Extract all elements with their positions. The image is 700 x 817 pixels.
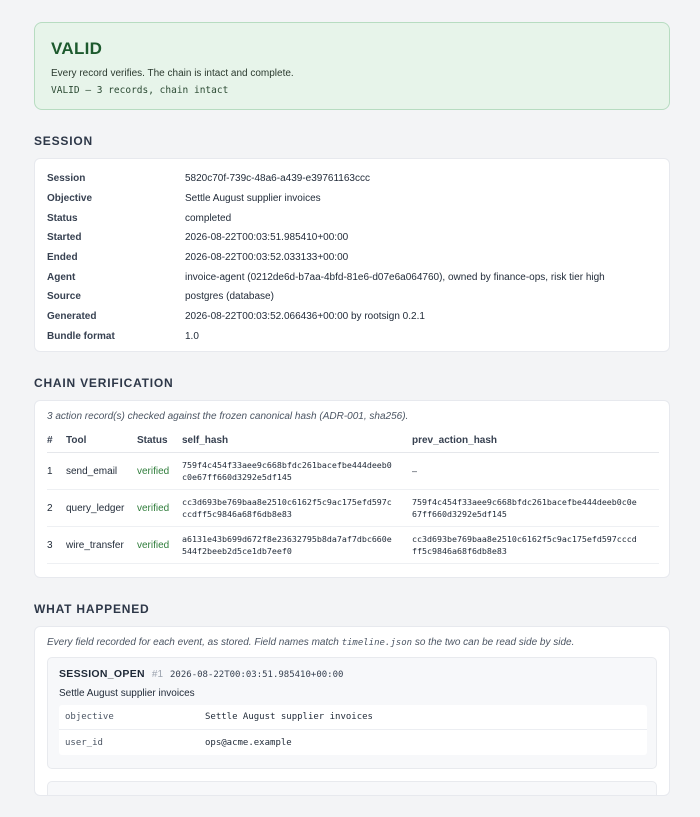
row-tool: query_ledger [66,490,137,527]
event-number: #1 [151,669,164,680]
what-heading: WHAT HAPPENED [34,602,150,616]
session-row [47,267,657,287]
session-value: Settle August supplier invoices [185,193,321,205]
timeline-file-name: timeline.json [341,638,413,648]
chain-card [34,400,670,578]
prev-hash-line: — [412,466,417,476]
field-value: Settle August supplier invoices [205,712,373,722]
field-key: objective [65,712,114,722]
col-tool: Tool [66,435,137,453]
session-key: Started [47,232,82,244]
self-hash-line: 759f4c454f33aee9c668bfdc261bacefbe444deeb0 [182,460,392,470]
self-hash-line: ccdff5c9846a68f6db8e83 [182,509,292,519]
session-card [34,158,670,352]
field-row [59,730,647,755]
table-row [47,453,659,490]
table-row [47,527,659,564]
col-prev-hash: prev_action_hash [412,435,659,453]
event-type: SESSION_OPEN [59,668,145,680]
row-self-hash [182,527,412,564]
session-row [47,189,657,209]
session-value: 1.0 [185,330,199,342]
chain-note: 3 action record(s) checked against the frozen canonical hash (ADR-001, sha256). [47,411,409,422]
session-value: 2026-08-22T00:03:51.985410+00:00 [185,232,349,244]
session-key: Source [47,291,81,303]
session-value: invoice-agent (0212de6d-b7aa-4bfd-81e6-d07e6a064760), owned by finance-ops, risk tier high [185,271,605,283]
chain-heading: CHAIN VERIFICATION [34,376,174,390]
row-num: 1 [47,453,66,490]
row-tool: wire_transfer [66,527,137,564]
prev-hash-line: 67ff660d3292e5df145 [412,509,507,519]
session-row [47,327,657,347]
row-tool: send_email [66,453,137,490]
row-status: verified [137,453,182,490]
session-key: Session [47,173,86,185]
session-value: 2026-08-22T00:03:52.033133+00:00 [185,252,349,264]
session-key: Objective [47,193,93,205]
next-event-card [47,781,657,796]
row-status: verified [137,527,182,564]
session-key: Generated [47,311,97,323]
session-row [47,248,657,268]
chain-header-row [47,435,659,453]
row-prev-hash [412,527,659,564]
session-value: postgres (database) [185,291,274,303]
table-row [47,490,659,527]
field-value: ops@acme.example [205,737,292,748]
event-card [47,657,657,769]
prev-hash-line: cc3d693be769baa8e2510c6162f5c9ac175efd597cccd [412,534,637,544]
field-row [59,705,647,730]
prev-hash-line: ff5c9846a68f6db8e83 [412,546,507,556]
row-self-hash [182,453,412,490]
session-row [47,169,657,189]
row-num: 2 [47,490,66,527]
chain-table [47,435,659,564]
session-row [47,208,657,228]
self-hash-line: a6131e43b699d672f8e23632795b8da7af7dbc660e [182,534,392,544]
session-key: Bundle format [47,330,115,342]
session-key: Ended [47,252,78,264]
field-key: user_id [65,737,103,748]
event-fields [59,705,647,755]
session-row [47,287,657,307]
row-self-hash [182,490,412,527]
session-row [47,228,657,248]
session-value: completed [185,212,232,224]
event-timestamp: 2026-08-22T00:03:51.985410+00:00 [170,670,344,680]
row-num: 3 [47,527,66,564]
session-value: 2026-08-22T00:03:52.066436+00:00 by rootsign 0.2.1 [185,311,425,323]
row-prev-hash [412,453,659,490]
event-summary: Settle August supplier invoices [59,688,195,699]
prev-hash-line: 759f4c454f33aee9c668bfdc261bacefbe444deeb0c0e [412,497,637,507]
validity-title: VALID [51,39,103,58]
what-note-prefix: Every field recorded for each event, as stored. Field names match [47,637,342,648]
session-value: 5820c70f-739c-48a6-a439-e39761163ccc [185,173,370,185]
self-hash-line: 544f2beeb2d5ce1db7eef0 [182,546,292,556]
validity-description: Every record verifies. The chain is intact and complete. [51,68,294,79]
self-hash-line: c0e67ff660d3292e5df145 [182,472,292,482]
validity-banner [34,22,670,110]
row-status: verified [137,490,182,527]
session-heading: SESSION [34,134,93,148]
col-self-hash: self_hash [182,435,412,453]
what-note [47,637,657,648]
what-card [34,626,670,796]
event-header [59,668,645,680]
session-key: Agent [47,271,76,283]
col-num: # [47,435,66,453]
session-row [47,307,657,327]
session-key: Status [47,212,78,224]
row-prev-hash [412,490,659,527]
col-status: Status [137,435,182,453]
what-note-suffix: so the two can be read side by side. [412,637,575,648]
validity-code: VALID — 3 records, chain intact [51,85,229,96]
self-hash-line: cc3d693be769baa8e2510c6162f5c9ac175efd597c [182,497,392,507]
